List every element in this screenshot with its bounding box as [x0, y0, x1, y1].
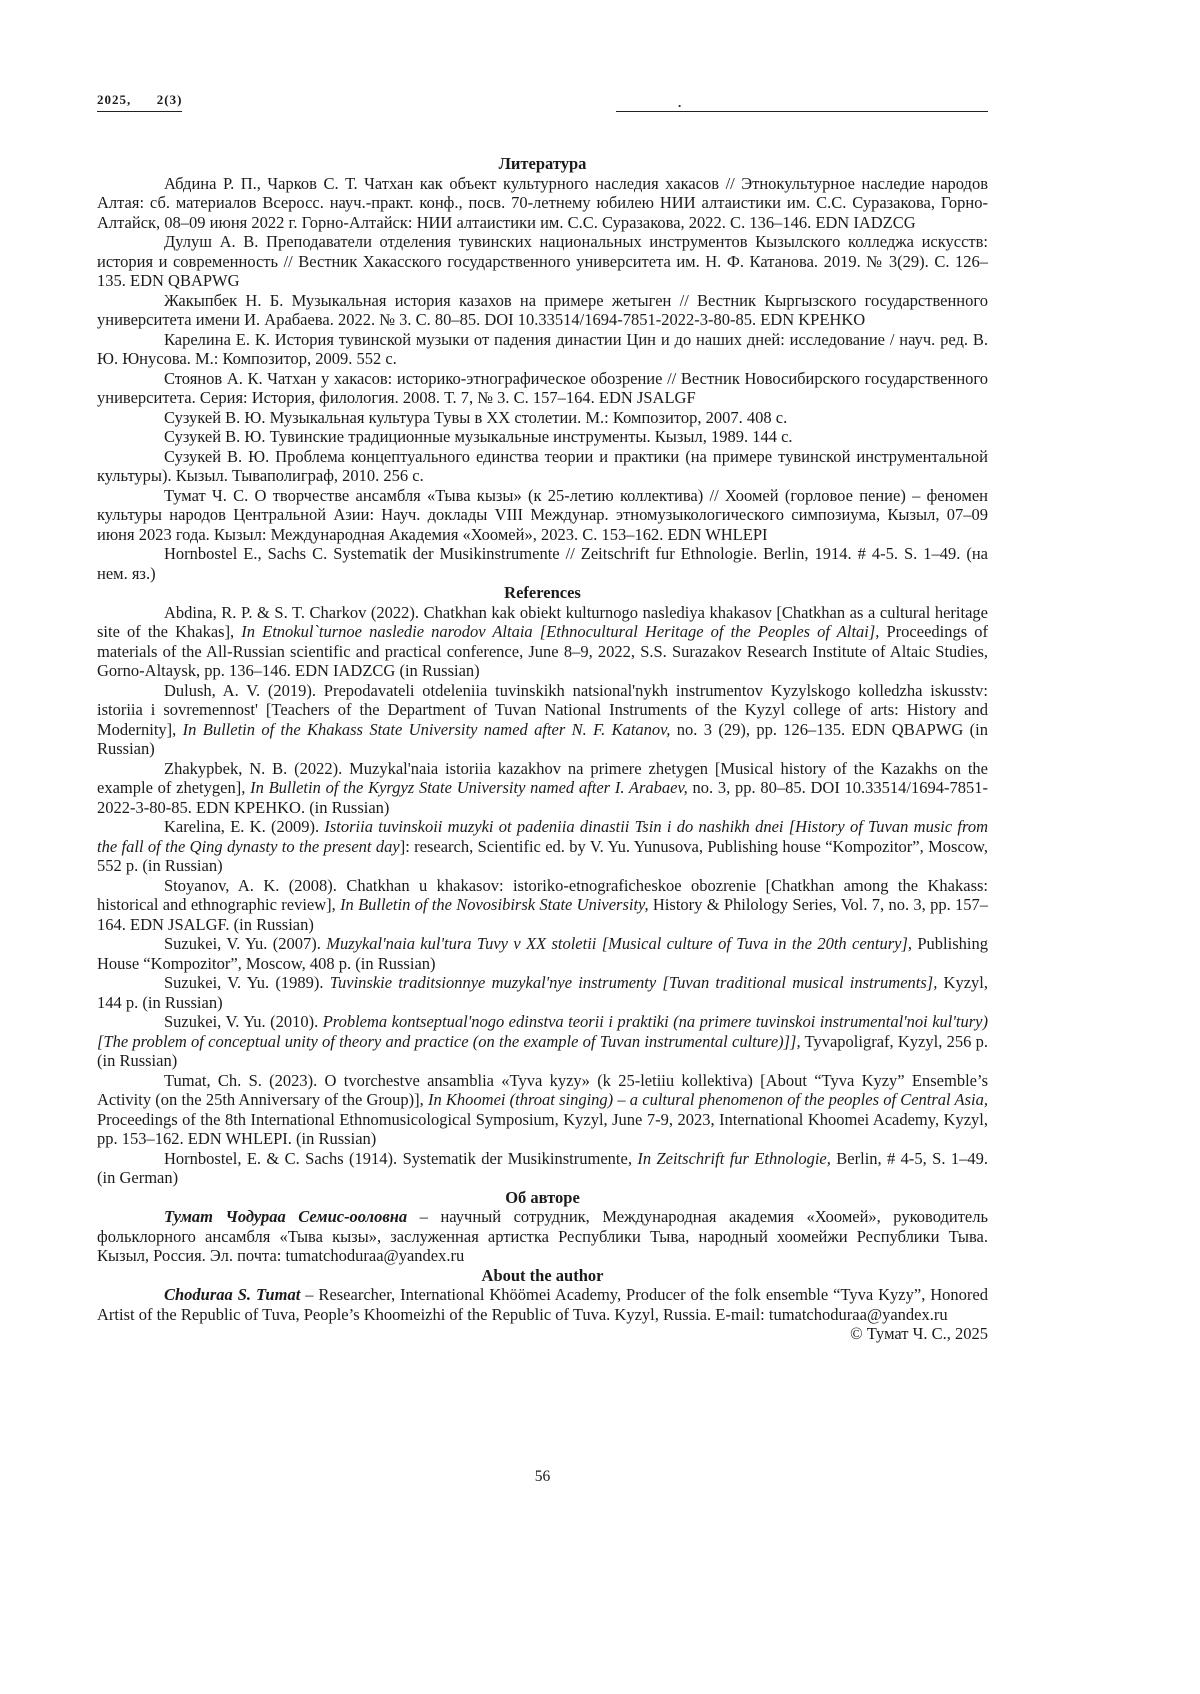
- text-run: Suzukei, V. Yu. (2010).: [164, 1012, 323, 1031]
- text-run: Сузукей В. Ю. Музыкальная культура Тувы в XX столетии. М.: Композитор, 2007. 408 с.: [164, 407, 788, 427]
- text-run: Сузукей В. Ю. Тувинские традиционные музыкальные инструменты. Кызыл, 1989. 144 с.: [164, 427, 793, 446]
- page-number: 56: [534, 1468, 551, 1485]
- text-run: In Bulletin of the Novosibirsk State University,: [340, 895, 649, 914]
- reference-item-en: [97, 973, 988, 1012]
- text-run: Proceedings of materials of the All-Russian scientific and practical conference, June 8–9, 2022, S.S. Surazakov Research Institute of Altaic Studies, Gorno-Altaysk, pp. 136–146. EDN IADZCG (in Russian): [97, 622, 988, 680]
- author-bio-en: [97, 1285, 988, 1324]
- text-run: – Researcher, International Khöömei Academy, Producer of the folk ensemble “Tyva Kyzy”, Honored Artist of the Republic of Tuva, People’s Khoomeizhi of the Republic of Tuva. Kyzyl, Russia. E-mail: tumatchoduraa@yandex.ru: [97, 1285, 988, 1324]
- text-run: Zhakypbek, N. B. (2022). Muzykal'naia istoriia kazakhov na primere zhetygen [Musical history of the Kazakhs on the example of zhetygen],: [97, 758, 988, 797]
- reference-item-en: [97, 1012, 988, 1071]
- header-rule: [616, 95, 988, 112]
- text-run: Tuvinskie traditsionnye muzykal'nye instrumenty [Tuvan traditional musical instruments],: [329, 973, 938, 992]
- text-run: no. 3 (29), pp. 126–135. EDN QBAPWG (in Russian): [97, 719, 988, 758]
- text-run: Suzukei, V. Yu. (1989).: [164, 973, 330, 992]
- text-run: Тумат Ч. С. О творчестве ансамбля «Тыва кызы» (к 25-летию коллектива) // Хоомей (горловое пение) – феномен культуры народов Центральной Азии: Науч. доклады VIII Междунар. этномузыкологического симпозиума, Кызыл, 07–09 июня 2023 года. Кызыл: Международная Академия «Хоомей», 2023. С. 153–162. EDN WHLEPI: [97, 485, 988, 544]
- reference-item-en: [97, 759, 988, 818]
- reference-item-ru: [97, 232, 988, 291]
- reference-item-ru: [97, 174, 988, 233]
- text-run: History & Philology Series, Vol. 7, no. 3, pp. 157–164. EDN JSALGF. (in Russian): [97, 895, 988, 934]
- section-heading-about-the-author: About the author: [481, 1265, 604, 1285]
- reference-item-en: [97, 876, 988, 935]
- reference-item-en: [97, 934, 988, 973]
- text-run: Hornbostel, E. & C. Sachs (1914). Systematik der Musikinstrumente,: [164, 1148, 638, 1168]
- reference-item-en: [97, 817, 988, 876]
- text-run: Жакыпбек Н. Б. Музыкальная история казахов на примере жетыген // Вестник Кыргызского государственного университета имени И. Арабаева. 2022. № 3. С. 80–85. DOI 10.33514/1694-7851-2022-3-80-85. EDN KPEHKO: [97, 290, 988, 329]
- text-run: In Bulletin of the Kyrgyz State University named after I. Arabaev,: [250, 778, 688, 797]
- copyright-line: © Тумат Ч. С., 2025: [850, 1324, 988, 1343]
- text-run: In Bulletin of the Khakass State University named after N. F. Katanov,: [182, 719, 671, 739]
- text-run: Suzukei, V. Yu. (2007).: [164, 934, 327, 953]
- reference-item-ru: [97, 291, 988, 330]
- reference-item-en: [97, 1071, 988, 1149]
- author-bio-ru: [97, 1207, 988, 1266]
- reference-item-ru: [97, 369, 988, 408]
- text-run: Problema kontseptual'nogo edinstva teorii i praktiki (na primere tuvinskoi instrumental'noi kul'tury) [The problem of conceptual unity of theory and practice (on the example of Tuvan instrumental culture)]],: [97, 1012, 988, 1051]
- reference-item-en: [97, 1149, 988, 1188]
- running-header: [97, 92, 988, 112]
- text-run: Publishing House “Kompozitor”, Moscow, 408 p. (in Russian): [97, 934, 988, 973]
- text-run: ]: research, Scientific ed. by V. Yu. Yunusova, Publishing house “Kompozitor”, Moscow, 552 p. (in Russian): [97, 836, 988, 875]
- text-run: Stoyanov, A. K. (2008). Chatkhan u khakasov: istoriko-etnograficheskoe obozrenie [Chatkhan among the Khakass: historical and ethnographic review],: [97, 875, 988, 914]
- text-run: Kyzyl, 144 p. (in Russian): [97, 973, 988, 1012]
- reference-item-ru: [97, 427, 988, 447]
- text-run: Muzykal'naia kul'tura Tuvy v XX stoletii [Musical culture of Tuva in the 20th century],: [326, 934, 913, 953]
- text-run: In Etnokul`turnoe nasledie narodov Altaia [Ethnocultural Heritage of the Peoples of Altai],: [241, 622, 880, 641]
- header-rule-dot: .: [678, 95, 682, 110]
- reference-item-ru: [97, 544, 988, 583]
- text-run: In Zeitschrift fur Ethnologie,: [637, 1148, 831, 1168]
- section-heading-literatura: Литература: [498, 154, 587, 173]
- issue-label: 2025, 2(3): [97, 92, 182, 112]
- text-run: Dulush, A. V. (2019). Prepodavateli otdeleniia tuvinskikh natsional'nykh instrumentov Kyzylskogo kolledzha iskusstv: istoriia i sovremennost' [Teachers of the Department of Tuvan National Instruments of the Kyzyl college of arts: History and Modernity],: [97, 680, 988, 739]
- text-run: – научный сотрудник, Международная академия «Хоомей», руководитель фольклорного ансамбля «Тыва кызы», заслуженная артистка Республики Тыва, народный хоомейжи Республики Тыва. Кызыл, Россия. Эл. почта: tumatchoduraa@yandex.ru: [97, 1207, 988, 1265]
- section-heading-ob-avtore: Об авторе: [505, 1187, 580, 1207]
- article-content: [97, 154, 988, 1344]
- text-run: Istoriia tuvinskoii muzyki ot padeniia dinastii Tsin i do nashikh dnei [History of Tuvan music from the fall of the Qing dynasty to the present day: [97, 817, 988, 856]
- reference-item-ru: [97, 330, 988, 369]
- author-name-ru: Тумат Чодураа Семис-ооловна: [164, 1207, 408, 1226]
- text-run: Tumat, Ch. S. (2023). O tvorchestve ansamblia «Tyva kyzy» (k 25-letiiu kollektiva) [About “Tyva Kyzy” Ensemble’s Activity (on the 25th Anniversary of the Group)],: [97, 1070, 988, 1109]
- reference-item-en: [97, 603, 988, 681]
- text-run: Berlin, # 4-5, S. 1–49. (in German): [97, 1148, 989, 1187]
- text-run: Карелина Е. К. История тувинской музыки от падения династии Цин и до наших дней: исследование / науч. ред. В. Ю. Юнусова. М.: Композитор, 2009. 552 с.: [97, 329, 988, 368]
- text-run: Стоянов А. К. Чатхан у хакасов: историко-этнографическое обозрение // Вестник Новосибирского государственного университета. Серия: История, филология. 2008. Т. 7, № 3. С. 157–164. EDN JSALGF: [97, 368, 988, 407]
- text-run: In Khoomei (throat singing) – a cultural phenomenon of the peoples of Central Asia,: [427, 1090, 988, 1109]
- text-run: Karelina, E. K. (2009).: [164, 817, 325, 836]
- text-run: Hornbostel E., Sachs C. Systematik der Musikinstrumente // Zeitschrift fur Ethnologie. Berlin, 1914. # 4-5. S. 1–49. (на нем. яз.): [97, 544, 988, 583]
- reference-item-ru: [97, 408, 988, 428]
- author-name-en: Choduraa S. Tumat: [164, 1285, 301, 1304]
- text-run: Tyvapoligraf, Kyzyl, 256 p. (in Russian): [97, 1031, 988, 1070]
- text-run: Дулуш А. В. Преподаватели отделения тувинских национальных инструментов Кызылского колледжа искусств: история и современность // Вестник Хакасского государственного университета им. Н. Ф. Катанова. 2019. № 3(29). С. 126–135. EDN QBAPWG: [97, 232, 988, 290]
- text-run: Сузукей В. Ю. Проблема концептуального единства теории и практики (на примере тувинской инструментальной культуры). Кызыл. Тываполиграф, 2010. 256 с.: [97, 446, 988, 485]
- reference-item-ru: [97, 486, 988, 545]
- text-run: Абдина Р. П., Чарков С. Т. Чатхан как объект культурного наследия хакасов // Этнокультурное наследие народов Алтая: сб. материалов Всеросс. науч.-практ. конф., посв. 70-летнему юбилею НИИ алтаистики им. С.С. Суразакова, Горно-Алтайск, 08–09 июня 2022 г. Горно-Алтайск: НИИ алтаистики им. С.С. Суразакова, 2022. С. 136–146. EDN IADZCG: [97, 173, 988, 232]
- reference-item-en: [97, 681, 988, 759]
- sections-host: [97, 154, 988, 1324]
- text-run: no. 3, pp. 80–85. DOI 10.33514/1694-7851-2022-3-80-85. EDN KPEHKO. (in Russian): [97, 778, 989, 817]
- section-heading-references: References: [504, 583, 581, 602]
- reference-item-ru: [97, 447, 988, 486]
- text-run: Proceedings of the 8th International Ethnomusicological Symposium, Kyzyl, June 7-9, 2023, International Khoomei Academy, Kyzyl, pp. 153–162. EDN WHLEPI. (in Russian): [97, 1109, 988, 1148]
- text-run: Abdina, R. P. & S. T. Charkov (2022). Chatkhan kak obiekt kulturnogo naslediya khakasov [Chatkhan as a cultural heritage site of the Khakas],: [97, 602, 988, 641]
